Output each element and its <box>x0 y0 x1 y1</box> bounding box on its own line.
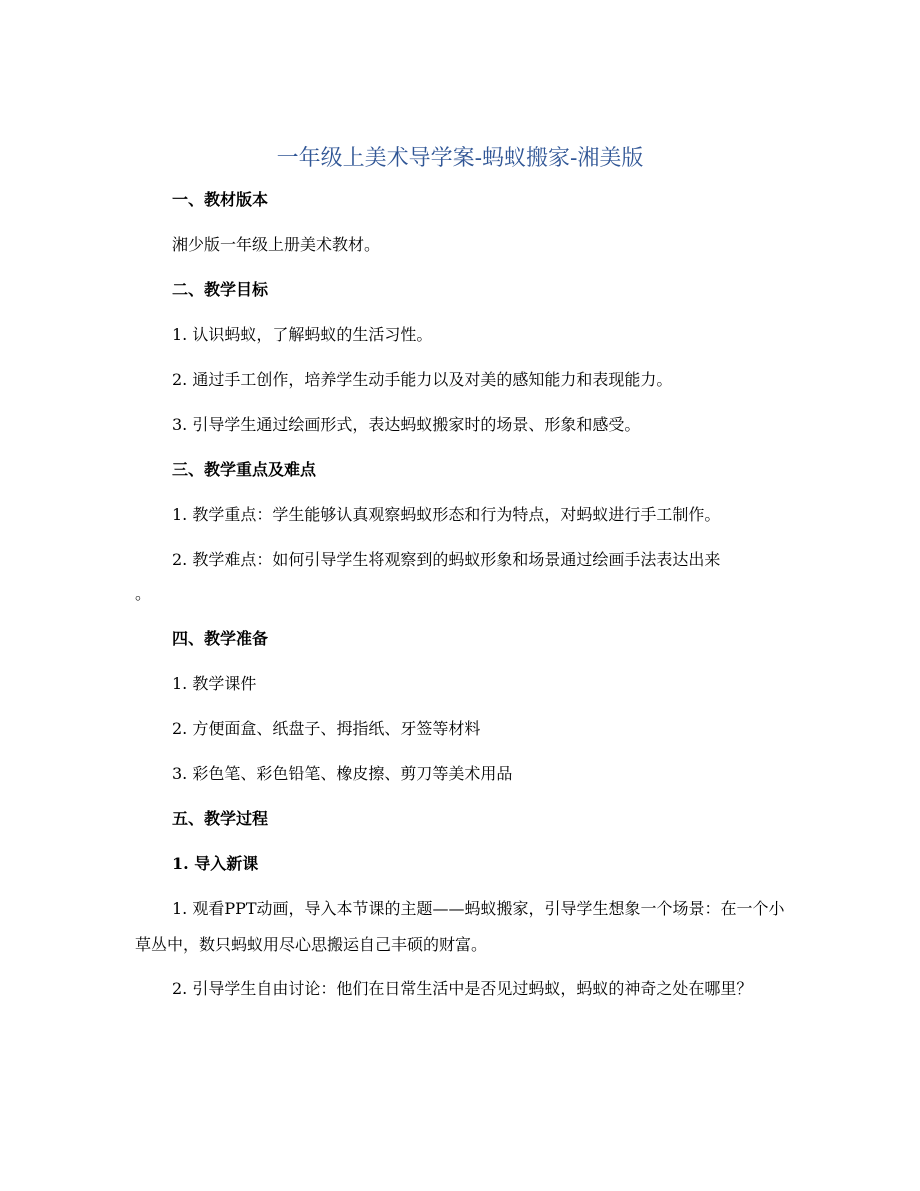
list-item: 2. 教学难点：如何引导学生将观察到的蚂蚁形象和场景通过绘画手法表达出来 <box>172 550 721 569</box>
section-heading-preparation: 四、教学准备 <box>172 629 269 648</box>
section-heading-teaching-goals: 二、教学目标 <box>172 280 269 299</box>
section-heading-teaching-process: 五、教学过程 <box>172 809 269 828</box>
section-heading-key-points: 三、教学重点及难点 <box>172 460 317 479</box>
section-body-textbook-version: 湘少版一年级上册美术教材。 <box>172 235 381 254</box>
section-heading-textbook-version: 一、教材版本 <box>172 190 269 209</box>
list-item: 1. 教学课件 <box>172 674 257 693</box>
list-item: 3. 引导学生通过绘画形式，表达蚂蚁搬家时的场景、形象和感受。 <box>172 415 641 434</box>
list-item: 1. 教学重点：学生能够认真观察蚂蚁形态和行为特点，对蚂蚁进行手工制作。 <box>172 505 721 524</box>
document-title: 一年级上美术导学案-蚂蚁搬家-湘美版 <box>276 146 644 171</box>
list-item: 2. 通过手工创作，培养学生动手能力以及对美的感知能力和表现能力。 <box>172 370 673 389</box>
list-item-continuation: 。 <box>135 584 152 603</box>
list-item: 1. 认识蚂蚁，了解蚂蚁的生活习性。 <box>172 325 433 344</box>
paragraph: 2. 引导学生自由讨论：他们在日常生活中是否见过蚂蚁，蚂蚁的神奇之处在哪里？ <box>172 979 753 998</box>
list-item: 3. 彩色笔、彩色铅笔、橡皮擦、剪刀等美术用品 <box>172 764 513 783</box>
paragraph: 1. 观看PPT动画，导入本节课的主题——蚂蚁搬家，引导学生想象一个场景：在一个小草丛中，数只蚂蚁用尽心思搬运自己丰硕的财富。 <box>135 899 785 954</box>
subsection-heading-intro: 1. 导入新课 <box>172 854 259 873</box>
list-item: 2. 方便面盒、纸盘子、拇指纸、牙签等材料 <box>172 719 481 738</box>
